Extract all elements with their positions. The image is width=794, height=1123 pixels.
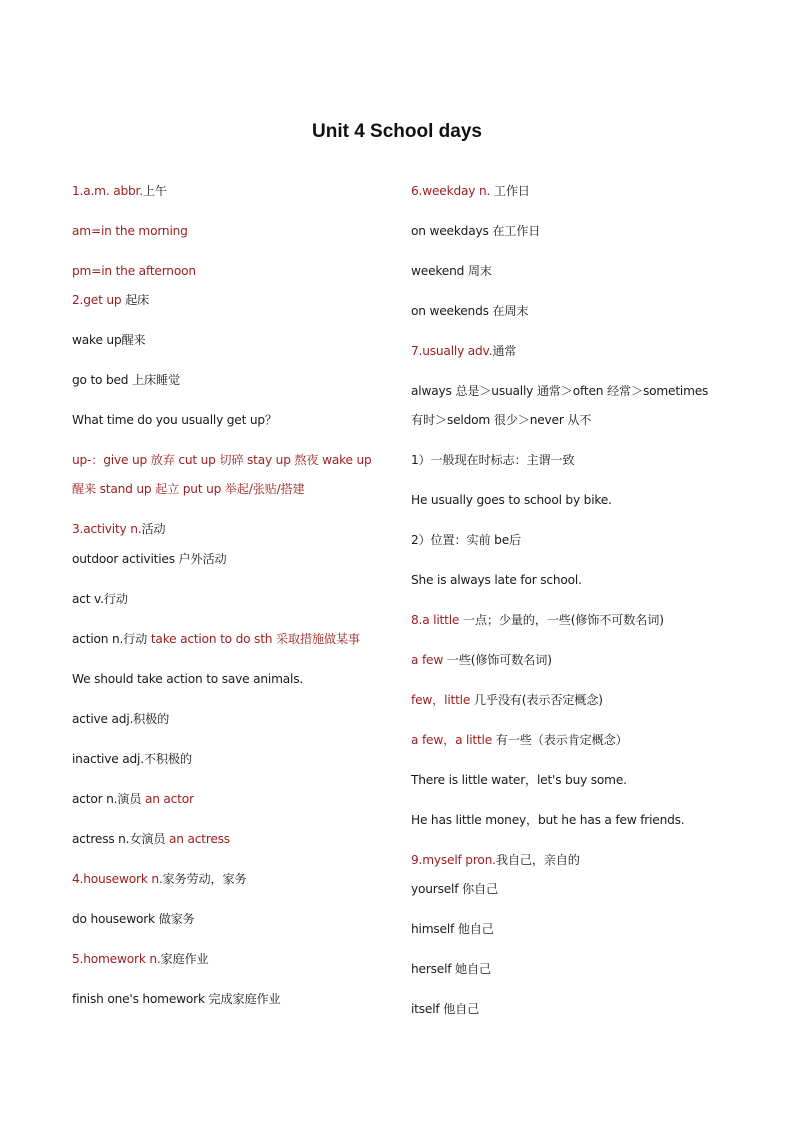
entry-text: 通常 xyxy=(492,344,517,358)
entry-text: 一点；少量的，一些(修饰不可数名词) xyxy=(459,613,664,627)
entry-text: 3.activity n. xyxy=(72,522,142,536)
entry-text: an actress xyxy=(169,832,230,846)
entry-text: 工作日 xyxy=(493,184,530,198)
entry-text: 有一些（表示肯定概念） xyxy=(492,733,628,747)
right-entry-10 xyxy=(411,572,582,588)
entry-text: an actor xyxy=(144,792,194,806)
left-entry-15 xyxy=(72,751,192,767)
entry-text: 8.a little xyxy=(411,613,460,627)
entry-text: always 总是＞usually 通常＞often 经常＞sometimes 有时＞seldom 很少＞never 从不 xyxy=(411,384,709,427)
entry-text: She is always late for school. xyxy=(411,573,582,587)
left-entry-21 xyxy=(72,991,280,1007)
entry-text: 2）位置：实前 be后 xyxy=(411,533,521,547)
entry-text: go to bed 上床睡觉 xyxy=(72,373,180,387)
right-entry-13 xyxy=(411,692,603,708)
right-entry-18 xyxy=(411,881,498,897)
left-entry-14 xyxy=(72,711,169,727)
left-entry-19 xyxy=(72,911,195,927)
entry-text: What time do you usually get up？ xyxy=(72,413,277,427)
left-entry-8 xyxy=(72,446,372,504)
entry-text: on weekdays 在工作日 xyxy=(411,224,541,238)
left-entry-11 xyxy=(72,591,128,607)
entry-text: 家庭作业 xyxy=(160,952,209,966)
entry-text: on weekends 在周末 xyxy=(411,304,529,318)
right-entry-2 xyxy=(411,223,540,239)
entry-text: 活动 xyxy=(141,522,166,536)
right-entry-21 xyxy=(411,1001,479,1017)
left-entry-6 xyxy=(72,372,180,388)
entry-text: 一些(修饰可数名词) xyxy=(443,653,552,667)
entry-text: himself 他自己 xyxy=(411,922,494,936)
right-entry-15 xyxy=(411,772,627,788)
entry-text: inactive adj.不积极的 xyxy=(72,752,192,766)
right-entry-19 xyxy=(411,921,494,937)
entry-text: 起床 xyxy=(125,293,150,307)
entry-text: act v.行动 xyxy=(72,592,128,606)
entry-text: herself 她自己 xyxy=(411,962,491,976)
entry-text: 5.homework n. xyxy=(72,952,161,966)
entry-text: He usually goes to school by bike. xyxy=(411,493,612,507)
right-entry-12 xyxy=(411,652,552,668)
right-entry-14 xyxy=(411,732,628,748)
right-entry-6 xyxy=(411,377,721,435)
left-entry-3 xyxy=(72,263,196,279)
right-entry-8 xyxy=(411,492,612,508)
right-entry-4 xyxy=(411,303,528,319)
left-entry-7 xyxy=(72,412,277,428)
left-entry-17 xyxy=(72,831,230,847)
right-entry-7 xyxy=(411,452,574,468)
entry-text: There is little water，let's buy some. xyxy=(411,773,627,787)
entry-text: actor n.演员 xyxy=(72,792,145,806)
entry-text: action n.行动 xyxy=(72,632,151,646)
entry-text: 上午 xyxy=(142,184,167,198)
right-entry-3 xyxy=(411,263,492,279)
left-entry-20 xyxy=(72,951,209,967)
right-entry-9 xyxy=(411,532,521,548)
entry-text: 2.get up xyxy=(72,293,126,307)
entry-text: wake up醒来 xyxy=(72,333,146,347)
left-entry-9 xyxy=(72,521,165,537)
entry-text: finish one's homework 完成家庭作业 xyxy=(72,992,281,1006)
left-entry-5 xyxy=(72,332,145,348)
left-entry-16 xyxy=(72,791,194,807)
entry-text: take action to do sth 采取措施做某事 xyxy=(150,632,360,646)
entry-text: outdoor activities 户外活动 xyxy=(72,552,227,566)
left-entry-2 xyxy=(72,223,188,239)
right-entry-20 xyxy=(411,961,491,977)
entry-text: up-：give up 放弃 cut up 切碎 stay up 熬夜 wake up 醒来 stand up 起立 put up 举起/张贴/搭建 xyxy=(72,453,372,496)
entry-text: 几乎没有(表示否定概念) xyxy=(470,693,603,707)
entry-text: itself 他自己 xyxy=(411,1002,480,1016)
left-entry-12 xyxy=(72,631,360,647)
right-entry-11 xyxy=(411,612,664,628)
entry-text: We should take action to save animals. xyxy=(72,672,304,686)
entry-text: a few xyxy=(411,653,444,667)
right-entry-16 xyxy=(411,812,684,828)
entry-text: am=in the morning xyxy=(72,224,188,238)
entry-text: pm=in the afternoon xyxy=(72,264,196,278)
right-entry-1 xyxy=(411,183,530,199)
left-entry-10 xyxy=(72,551,226,567)
left-entry-1 xyxy=(72,183,167,199)
entry-text: He has little money，but he has a few friends. xyxy=(411,813,685,827)
left-entry-4 xyxy=(72,292,149,308)
entry-text: 我自己，亲自的 xyxy=(495,853,580,867)
left-entry-18 xyxy=(72,871,246,887)
entry-text: active adj.积极的 xyxy=(72,712,170,726)
entry-text: few，little xyxy=(411,693,471,707)
entry-text: 6.weekday n. xyxy=(411,184,494,198)
right-entry-17 xyxy=(411,852,580,868)
entry-text: do housework 做家务 xyxy=(72,912,195,926)
entry-text: 1）一般现在时标志：主谓一致 xyxy=(411,453,575,467)
left-entry-13 xyxy=(72,671,303,687)
entry-text: yourself 你自己 xyxy=(411,882,498,896)
entry-text: 1.a.m. abbr. xyxy=(72,184,143,198)
entry-text: weekend 周末 xyxy=(411,264,492,278)
entry-text: 7.usually adv. xyxy=(411,344,493,358)
page-title: Unit 4 School days xyxy=(312,121,482,142)
right-entry-5 xyxy=(411,343,516,359)
entry-text: 4.housework n. xyxy=(72,872,163,886)
entry-text: a few，a little xyxy=(411,733,493,747)
entry-text: actress n.女演员 xyxy=(72,832,169,846)
entry-text: 家务劳动，家务 xyxy=(162,872,247,886)
entry-text: 9.myself pron. xyxy=(411,853,496,867)
